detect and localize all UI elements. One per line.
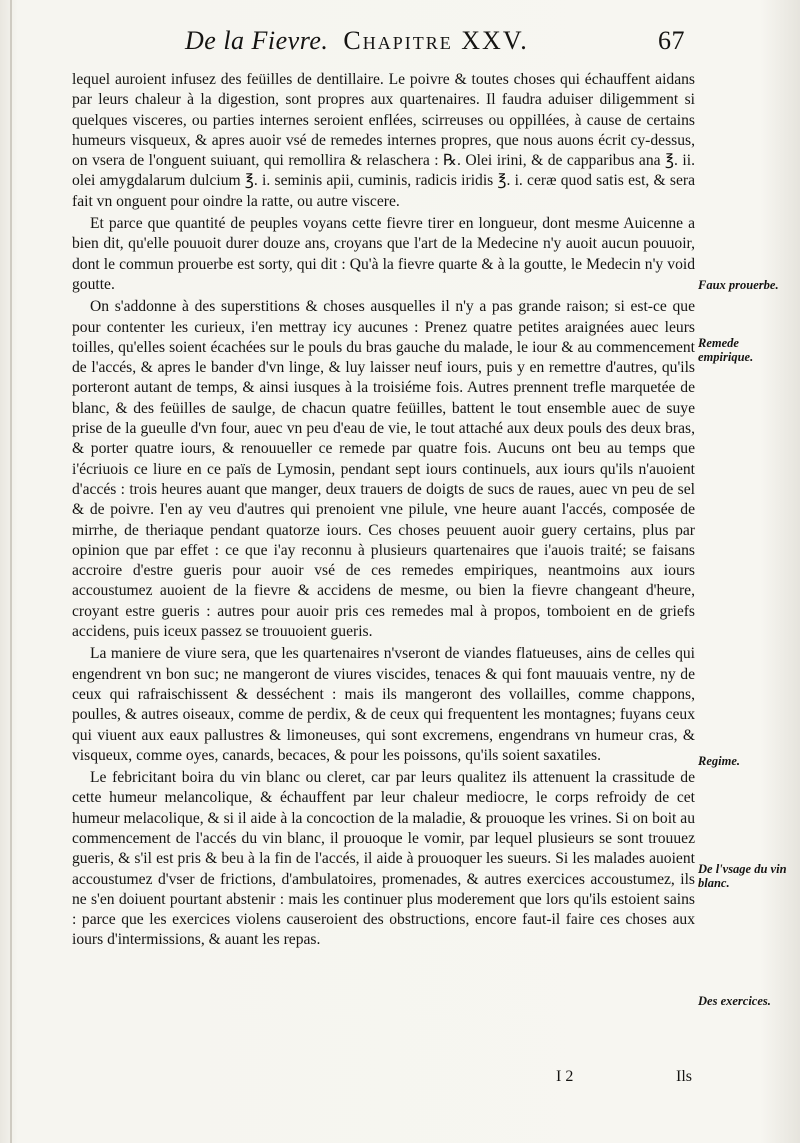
margin-note: Des exercices. bbox=[698, 994, 771, 1008]
margin-note: Remede empirique. bbox=[698, 336, 754, 364]
catchword: Ils bbox=[676, 1068, 692, 1085]
paragraph: Le febricitant boira du vin blanc ou cleret, car par leurs qualitez ils attenuent la crassitude de cette humeur melancolique, & échauffent par leur chaleur mediocre, le corps refroidy de cet humeur melacolique, & si il aide à la concoction de la maladie, & prouoque les vrines. Si on boit au commencement de l'accés du vin blanc, il prouoque le vomir, par lequel plusieurs se sont trouuez gueris, & s'il est pris & beu à la fin de l'accés, il aide à prouoquer les sueurs. Si les malades auoient accoustumez d'vser de frictions, d'ambulatoires, promenades, & autres exercices accoustumez, ils ne s'en doiuent pourtant abstenir : mais les continuer plus moderement que lors qu'ils estoient sains : parce que les exercices violens causeroient des obstructions, encore faut-il faire ces choses aux iours d'intermissions, & auant les repas. bbox=[72, 769, 695, 949]
page-gutter bbox=[10, 0, 12, 1143]
margin-note: Regime. bbox=[698, 754, 741, 768]
margin-note: Faux prouerbe. bbox=[698, 278, 779, 292]
running-header bbox=[185, 26, 685, 66]
page-number: 67 bbox=[658, 26, 685, 55]
chapter-heading: Chapitre XXV. bbox=[343, 26, 529, 55]
text-body bbox=[72, 70, 695, 951]
paragraph: On s'addonne à des superstitions & choses ausquelles il n'y a pas grande raison; si est-ce que pour contenter les curieux, i'en mettray icy aucunes : Prenez quatre petites araignées auec leurs toilles, qu'elles soient écachées sur le pouls du bras gauche du malade, le iour & au commencement de l'accés, & apres le bander d'vn linge, & luy laisser neuf iours, puis y en remettre d'autres, qu'ils porteront autant de temps, & ainsi iusques à la troisiéme fois. Autres prennent trefle marquetée de blanc, & des feüilles de saulge, de chacun quatre feüilles, battent le tout ensemble auec de suye prise de la gueulle d'vn four, auec vn peu d'eau de vie, le tout attaché aux deux pouls des deux bras, & porter quatre iours, & renouueller ce remede par quatre fois. Aucuns ont beu au temps que i'écriuois ce liure en ce païs de Lymosin, pendant sept iours continuels, aux iours qu'ils n'auoient d'accés : trois heures auant que manger, deux trauers de doigts de sucs de raues, auec vn peu de sel & de poivre. I'en ay veu d'autres qui prenoient vne pilule, vne heure auant l'accés, composée de mirrhe, de theriaque pendant quatorze iours. Ces choses peuuent auoir guery certains, plus par opinion que par effet : ce que i'ay reconnu à plusieurs quartenaires que i'auois traité; se faisans accroire d'estre gueris pour auoir vsé de ces remedes empiriques, neantmoins aux iours accoustumez auoient de la fievre & accidens de mesme, ou bien la fievre changeant d'heure, croyant estre gueris : autres pour auoir pris ces remedes mal à propos, tomboient en de griefs accidens, puis iceux passez se trouuoient gueris. bbox=[72, 298, 695, 641]
paragraph: La maniere de viure sera, que les quartenaires n'vseront de viandes flatueuses, ains de celles qui engendrent vn bon suc; ne mangeront de viures viscides, tenaces & qui font mauuais ventre, ny de ceux qui rafraischissent & desséchent : mais ils mangeront des vollailles, comme chappons, poulles, & autres oiseaux, comme de perdix, & de ceux qui frequentent les montagnes; fuyans ceux qui viuent aux eaux pallustres & limoneuses, qui sont excremens, engendrans vn humeur cras, & visqueux, comme oyes, canards, becaces, & pour les poissons, qu'ils soient saxatiles. bbox=[72, 645, 695, 764]
signature-mark: I 2 bbox=[556, 1068, 574, 1085]
running-title: De la Fievre. bbox=[185, 26, 329, 55]
paragraph: Et parce que quantité de peuples voyans cette fievre tirer en longueur, dont mesme Auicenne a bien dit, qu'elle pouuoit durer douze ans, croyans que l'art de la Medecine n'y auoit aucun pouuoir, dont le commun prouerbe est sorty, qui dit : Qu'à la fievre quarte & à la goutte, le Medecin n'y void goutte. bbox=[72, 215, 695, 293]
margin-note: De l'vsage du vin blanc. bbox=[698, 862, 787, 890]
paragraph: lequel auroient infusez des feüilles de dentillaire. Le poivre & toutes choses qui échauffent aidans par leurs chaleur à la digestion, sont propres aux quartenaires. Il faudra aduiser diligemment si quelques visceres, ou parties internes seroient enflées, scirreuses ou oppillées, à cause de certains humeurs visqueux, & apres auoir vsé de remedes internes propres, que nous auons écrit cy-dessus, on vsera de l'onguent suiuant, qui remollira & relaschera : ℞. Olei irini, & de capparibus ana ℥. ii. olei amygdalarum dulcium ℥. i. seminis apii, cuminis, radicis iridis ℥. i. ceræ quod satis est, & sera fait vn onguent pour oindre la ratte, ou autre viscere. bbox=[72, 71, 695, 210]
